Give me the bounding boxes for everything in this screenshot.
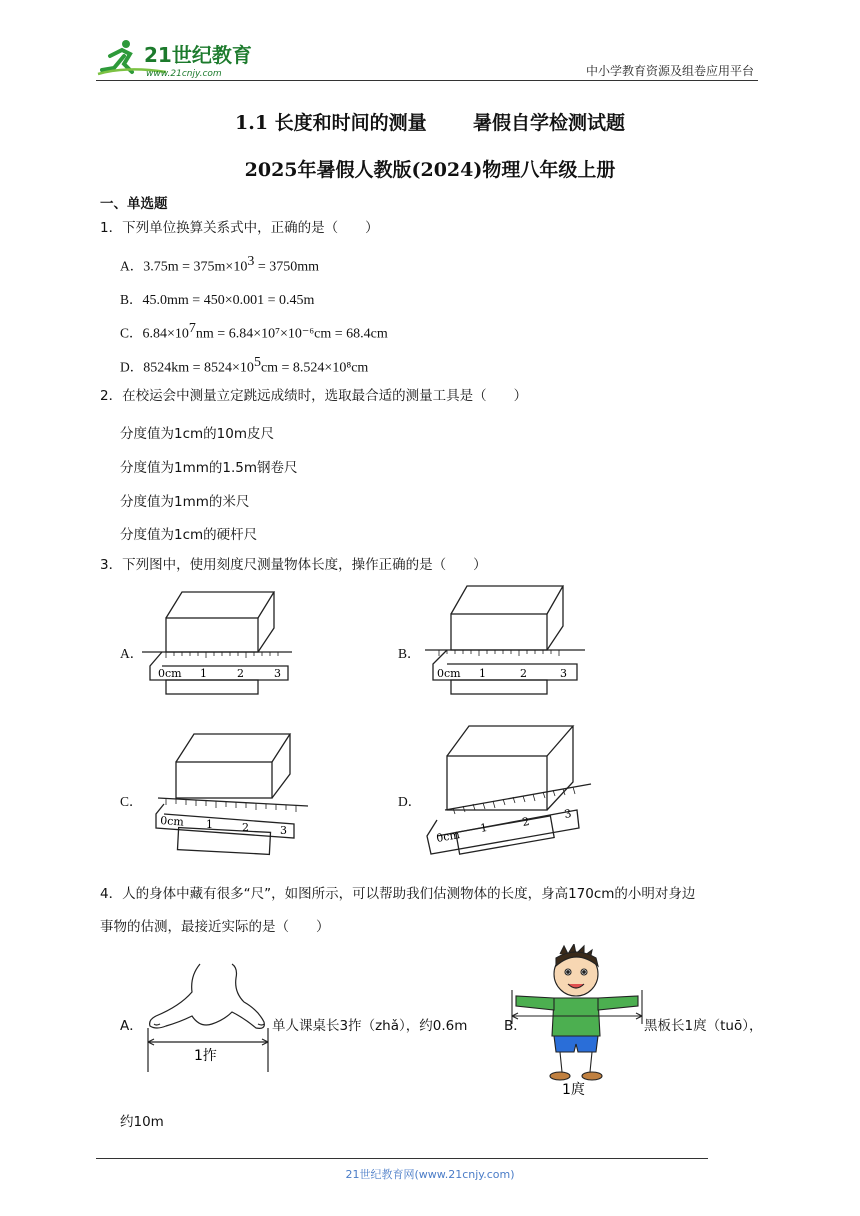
question-4-option-a-label: A．: [120, 1018, 143, 1034]
question-4-option-b-continued: 约10m: [120, 1114, 164, 1130]
svg-text:3: 3: [274, 667, 281, 680]
header-divider: [96, 80, 758, 81]
question-4-option-b-text: 黑板长1庹（tuō），: [644, 1018, 763, 1034]
svg-text:1: 1: [479, 820, 489, 835]
figure-c-label: C．: [120, 794, 143, 809]
arm-span-boy-illustration: [510, 944, 644, 1096]
svg-text:1庹: 1庹: [562, 1082, 585, 1096]
question-1-option-a: A．$3.75m = 375m\times 10^3 = 3750mm$: [120, 254, 320, 275]
question-2-option-c: 分度值为1mm的米尺: [120, 494, 250, 510]
figure-b-ruler-diagram: [425, 584, 585, 709]
figure-c-ruler-diagram: [150, 728, 310, 863]
hand-span-illustration: [140, 962, 272, 1080]
figure-b-label: B．: [398, 646, 421, 661]
logo-text: 21世纪教育: [144, 43, 252, 67]
figure-d-label: D．: [398, 794, 422, 809]
header-platform-name: 中小学教育资源及组卷应用平台: [585, 64, 754, 78]
question-4-option-a-text: 单人课桌长3拃（zhǎ），约0.6m: [272, 1018, 468, 1034]
question-2-option-a: 分度值为1cm的10m皮尺: [120, 426, 274, 442]
page-subtitle: 2025年暑假人教版(2024)物理八年级上册: [244, 159, 616, 181]
svg-text:2: 2: [520, 667, 527, 680]
svg-text:1拃: 1拃: [194, 1048, 217, 1064]
svg-text:2: 2: [521, 814, 531, 829]
question-3-stem: 3．下列图中，使用刻度尺测量物体长度，操作正确的是（ ）: [100, 557, 487, 573]
footer-link[interactable]: 21世纪教育网(www.21cnjy.com): [345, 1168, 515, 1181]
question-1-option-c: C．$6.84\times 10^7nm = 6.84\times 10^7\times 10^{-6}cm = 68.4cm$: [120, 321, 388, 342]
question-1-stem: 1．下列单位换算关系式中，正确的是（ ）: [100, 220, 379, 236]
svg-text:2: 2: [237, 667, 244, 680]
section-heading: 一、单选题: [100, 196, 168, 212]
question-4-stem-line2: 事物的估测，最接近实际的是（ ）: [100, 919, 330, 935]
question-2-option-b: 分度值为1mm的1.5m钢卷尺: [120, 460, 298, 476]
figure-a-ruler-diagram: [142, 588, 292, 708]
figure-a-label: A．: [120, 646, 144, 661]
svg-text:0cm: 0cm: [158, 667, 182, 680]
svg-text:1: 1: [200, 667, 207, 680]
question-4-option-b-label: B．: [504, 1018, 527, 1034]
question-1-option-d: D．$8524km = 8524\times 10^5cm = 8.524\times 10^8cm$: [120, 355, 369, 376]
question-2-option-d: 分度值为1cm的硬杆尺: [120, 527, 258, 543]
question-2-stem: 2．在校运会中测量立定跳远成绩时，选取最合适的测量工具是（ ）: [100, 388, 528, 404]
svg-text:1: 1: [206, 818, 213, 831]
footer-divider: [96, 1158, 708, 1159]
svg-text:3: 3: [560, 667, 567, 680]
svg-text:0cm: 0cm: [437, 667, 461, 680]
question-4-stem-line1: 4．人的身体中藏有很多“尺”，如图所示，可以帮助我们估测物体的长度，身高170cm的小明对身边: [100, 886, 696, 902]
question-1-option-b: B．45.0mm = 450×0.001 = 0.45m: [120, 292, 315, 308]
svg-text:1: 1: [479, 667, 486, 680]
site-logo: [96, 36, 266, 80]
svg-text:2: 2: [242, 821, 249, 834]
svg-text:0cm: 0cm: [159, 814, 185, 829]
svg-text:3: 3: [280, 824, 287, 837]
figure-d-ruler-diagram: [425, 720, 595, 865]
page-title: 1.1 长度和时间的测量 暑假自学检测试题: [234, 112, 626, 134]
logo-url: www.21cnjy.com: [146, 69, 222, 79]
svg-text:0cm: 0cm: [435, 828, 461, 845]
svg-text:3: 3: [563, 806, 573, 821]
